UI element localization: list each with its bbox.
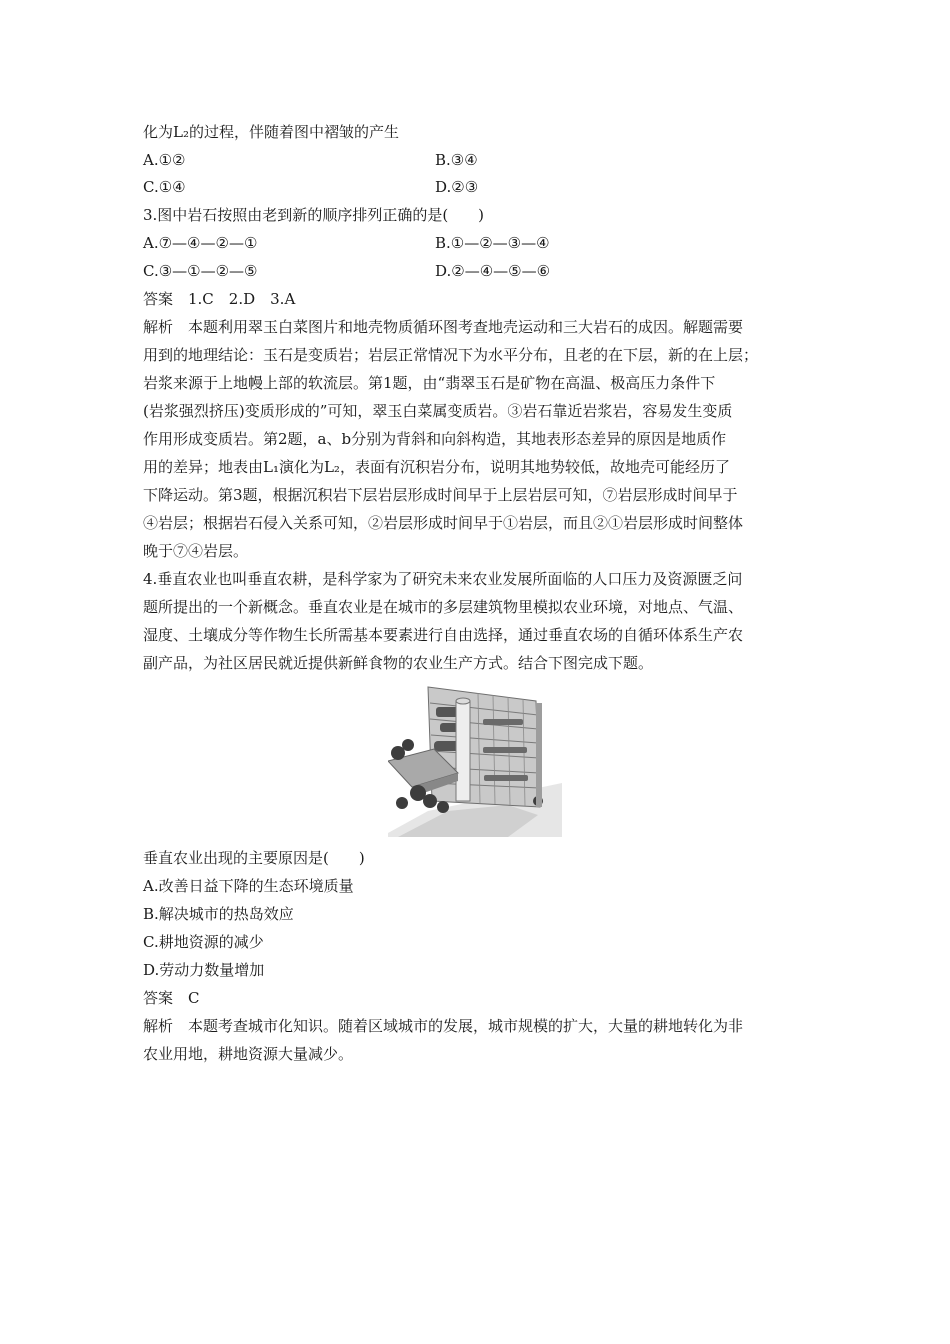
analysis-line: 解析 本题利用翠玉白菜图片和地壳物质循环图考查地壳运动和三大岩石的成因。解题需要	[143, 318, 744, 336]
q3-option-b: B.①—②—③—④	[435, 234, 550, 252]
q4-option-b: B.解决城市的热岛效应	[143, 905, 294, 923]
q4-option-d: D.劳动力数量增加	[143, 961, 265, 979]
analysis-line: 晚于⑦④岩层。	[143, 542, 249, 560]
analysis-line: 下降运动。第3题，根据沉积岩下层岩层形成时间早于上层岩层可知，⑦岩层形成时间早于	[143, 486, 738, 504]
q4-option-c: C.耕地资源的减少	[143, 933, 264, 951]
q2-option-c: C.①④	[143, 178, 186, 196]
analysis-line: 用的差异；地表由L₁演化为L₂，表面有沉积岩分布，说明其地势较低，故地壳可能经历了	[143, 458, 730, 476]
question-4-stem: 垂直农业出现的主要原因是( )	[143, 849, 365, 867]
q3-option-a: A.⑦—④—②—①	[143, 234, 258, 252]
question-2-stem-continuation: 化为L₂的过程，伴随着图中褶皱的产生	[143, 123, 399, 141]
analysis-line: 农业用地，耕地资源大量减少。	[143, 1045, 354, 1063]
analysis-line: (岩浆强烈挤压)变质形成的”可知，翠玉白菜属变质岩。③岩石靠近岩浆岩，容易发生变质	[143, 402, 733, 420]
intro-line: 湿度、土壤成分等作物生长所需基本要素进行自由选择，通过垂直农场的自循环体系生产农	[143, 626, 744, 644]
answer-4: 答案 C	[143, 989, 200, 1007]
analysis-line: 解析 本题考查城市化知识。随着区域城市的发展，城市规模的扩大，大量的耕地转化为非	[143, 1017, 744, 1035]
analysis-line: ④岩层；根据岩石侵入关系可知，②岩层形成时间早于①岩层，而且②①岩层形成时间整体	[143, 514, 744, 532]
answer-1-3: 答案 1.C 2.D 3.A	[143, 290, 296, 308]
q3-option-c: C.③—①—②—⑤	[143, 262, 258, 280]
analysis-line: 岩浆来源于上地幔上部的软流层。第1题，由“翡翠玉石是矿物在高温、极高压力条件下	[143, 374, 716, 392]
question-3-stem: 3.图中岩石按照由老到新的顺序排列正确的是( )	[143, 206, 485, 224]
intro-line: 副产品，为社区居民就近提供新鲜食物的农业生产方式。结合下图完成下题。	[143, 654, 654, 672]
intro-line: 题所提出的一个新概念。垂直农业是在城市的多层建筑物里模拟农业环境，对地点、气温、	[143, 598, 744, 616]
q2-option-b: B.③④	[435, 151, 478, 169]
q3-option-d: D.②—④—⑤—⑥	[435, 262, 551, 280]
intro-line: 4.垂直农业也叫垂直农耕，是科学家为了研究未来农业发展所面临的人口压力及资源匮乏问	[143, 570, 743, 588]
analysis-line: 用到的地理结论：玉石是变质岩；岩层正常情况下为水平分布，且老的在下层，新的在上层；	[143, 346, 759, 364]
q4-option-a: A.改善日益下降的生态环境质量	[143, 877, 354, 895]
analysis-line: 作用形成变质岩。第2题，a、b分别为背斜和向斜构造，其地表形态差异的原因是地质作	[143, 430, 727, 448]
q2-option-d: D.②③	[435, 178, 479, 196]
q2-option-a: A.①②	[143, 151, 186, 169]
vertical-farm-building-illustration	[388, 683, 562, 837]
